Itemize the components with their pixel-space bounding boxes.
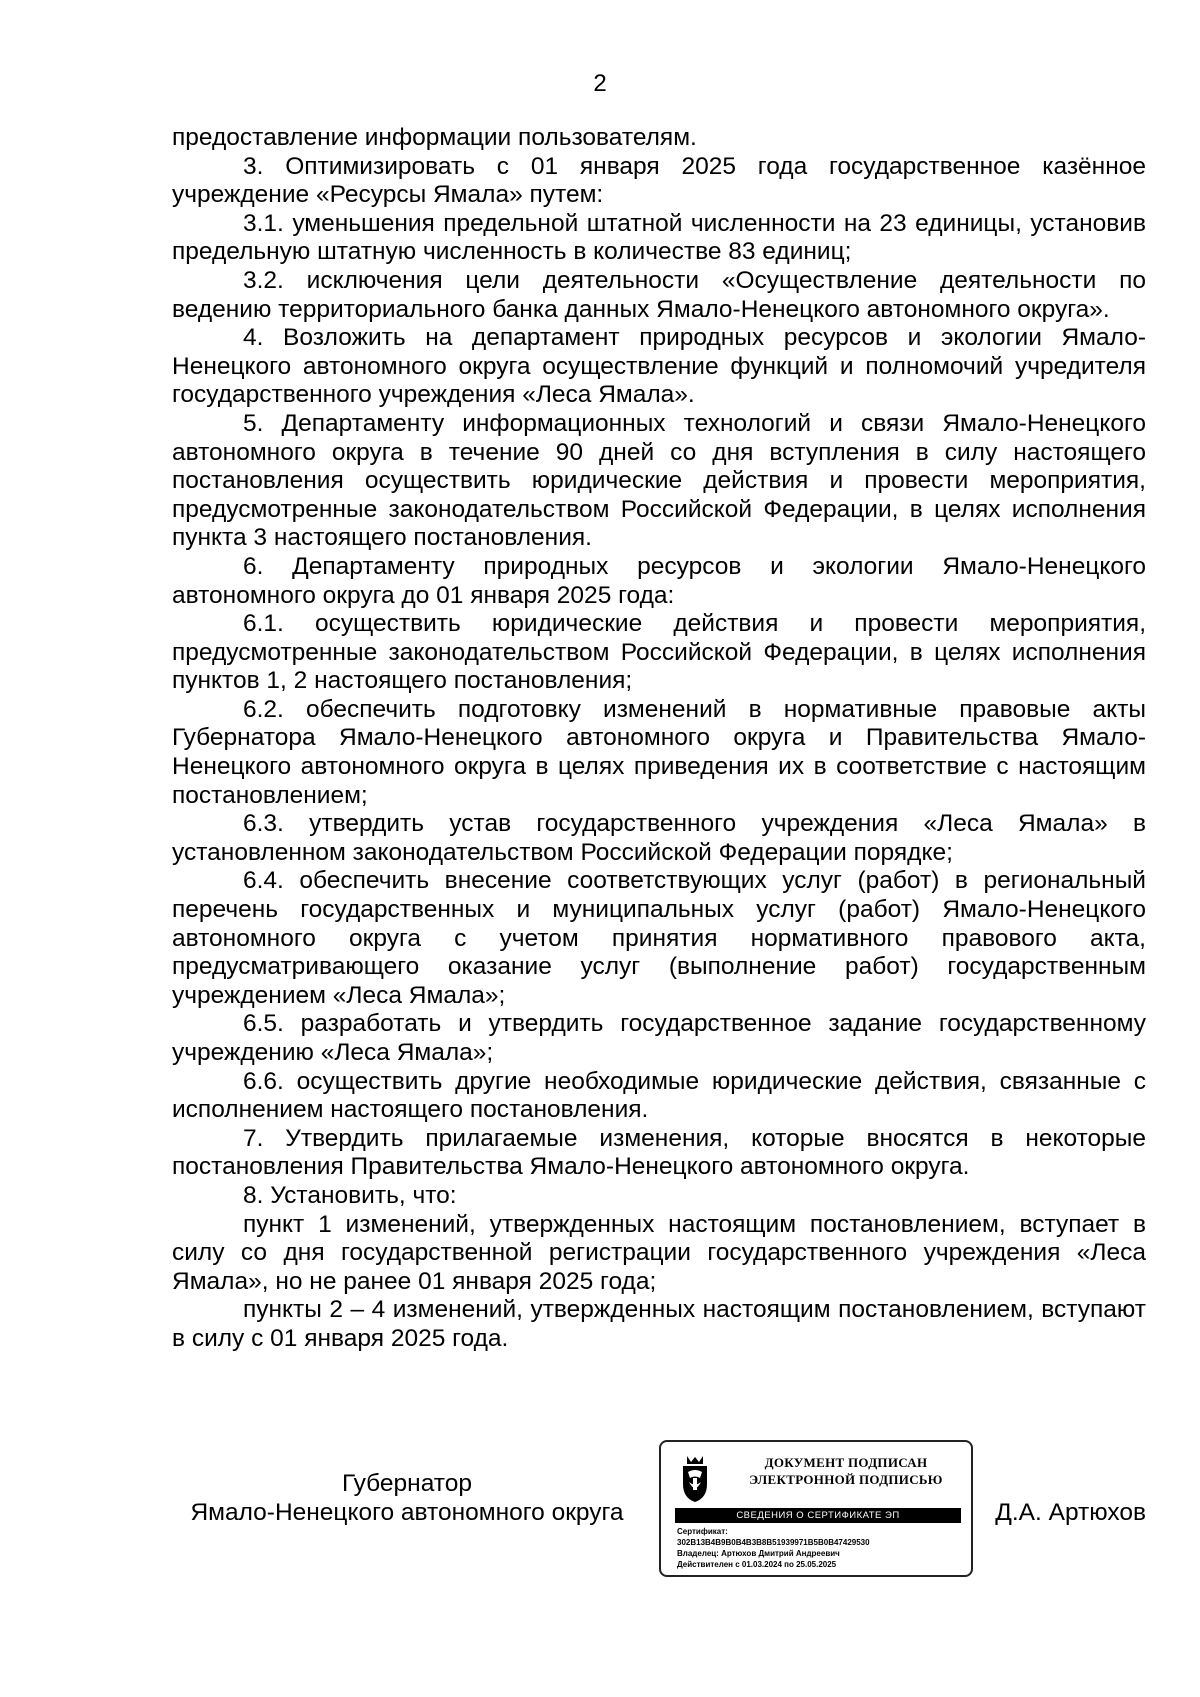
document-body (172, 124, 1146, 1354)
page-number: 2 (593, 70, 607, 97)
paragraph: 6.2. обеспечить подготовку изменений в нормативные правовые акты Губернатора Ямало-Ненецкого автономного округа и Правительства Ямало-Ненецкого автономного округа в целях приведения их в соответствие с настоящим постановлением; (172, 695, 1146, 809)
paragraph: 6.3. утвердить устав государственного учреждения «Леса Ямала» в установленном законодательством Российской Федерации порядке; (172, 810, 1146, 866)
certificate-details (677, 1526, 963, 1570)
paragraph: 6.5. разработать и утвердить государственное задание государственному учреждению «Леса Ямала»; (172, 1010, 1146, 1066)
signatory-position (172, 1469, 642, 1527)
certificate-validity: Действителен с 01.03.2024 по 25.05.2025 (677, 1560, 837, 1569)
signatory-name: Д.А. Артюхов (995, 1499, 1146, 1526)
paragraph: 7. Утвердить прилагаемые изменения, которые вносятся в некоторые постановления Правительства Ямало-Ненецкого автономного округа. (172, 1124, 1146, 1181)
paragraph: 3.2. исключения цели деятельности «Осуществление деятельности по ведению территориального банка данных Ямало-Ненецкого автономного округа». (172, 266, 1146, 323)
paragraph: 6. Департаменту природных ресурсов и экологии Ямало-Ненецкого автономного округа до 01 января 2025 года: (172, 552, 1146, 609)
paragraph: 6.6. осуществить другие необходимые юридические действия, связанные с исполнением настоящего постановления. (172, 1067, 1146, 1124)
paragraph: пункты 2 – 4 изменений, утвержденных настоящим постановлением, вступают в силу с 01 января 2025 года. (172, 1296, 1146, 1352)
stamp-title-line: ЭЛЕКТРОННОЙ ПОДПИСЬЮ (749, 1472, 943, 1487)
yanao-coat-of-arms-icon (677, 1454, 713, 1504)
signatory-title: Губернатор (342, 1470, 472, 1497)
paragraph: 3. Оптимизировать с 01 января 2025 года государственное казённое учреждение «Ресурсы Ямала» путем: (172, 152, 1146, 209)
certificate-info-bar: СВЕДЕНИЯ О СЕРТИФИКАТЕ ЭП (675, 1508, 961, 1523)
certificate-label: Сертификат: (677, 1527, 728, 1536)
paragraph: 3.1. уменьшения предельной штатной численности на 23 единицы, установив предельную штатную численность в количестве 83 единиц; (172, 209, 1146, 266)
certificate-number: 302B13B4B9B0B4B3B8B51939971B5B0B47429530 (677, 1538, 870, 1547)
paragraph: 8. Установить, что: (243, 1181, 457, 1209)
paragraph: 6.1. осуществить юридические действия и провести мероприятия, предусмотренные законодательством Российской Федерации, в целях исполнения пунктов 1, 2 настоящего постановления; (172, 610, 1146, 695)
paragraph: пункт 1 изменений, утвержденных настоящим постановлением, вступает в силу со дня государственной регистрации государственного учреждения «Леса Ямала», но не ранее 01 января 2025 года; (172, 1210, 1146, 1295)
electronic-signature-stamp (659, 1440, 973, 1577)
paragraph: 5. Департаменту информационных технологий и связи Ямало-Ненецкого автономного округа в течение 90 дней со дня вступления в силу настоящего постановления осуществить юридические действия и провести мероприятия, предусмотренные законодательством Российской Федерации, в целях исполнения пункта 3 настоящего постановления. (172, 409, 1146, 552)
paragraph: предоставление информации пользователям. (172, 124, 697, 151)
stamp-title (731, 1454, 961, 1488)
paragraph: 6.4. обеспечить внесение соответствующих услуг (работ) в региональный перечень государственных и муниципальных услуг (работ) Ямало-Ненецкого автономного округа с учетом принятия нормативного правового акта, предусматривающего оказание услуг (выполнение работ) государственным учреждением «Леса Ямала»; (172, 867, 1146, 1009)
paragraph: 4. Возложить на департамент природных ресурсов и экологии Ямало-Ненецкого автономного округа осуществление функций и полномочий учредителя государственного учреждения «Леса Ямала». (172, 324, 1146, 409)
stamp-title-line: ДОКУМЕНТ ПОДПИСАН (764, 1455, 928, 1470)
certificate-owner: Владелец: Артюхов Дмитрий Андреевич (677, 1549, 840, 1558)
signatory-region: Ямало-Ненецкого автономного округа (190, 1499, 624, 1526)
